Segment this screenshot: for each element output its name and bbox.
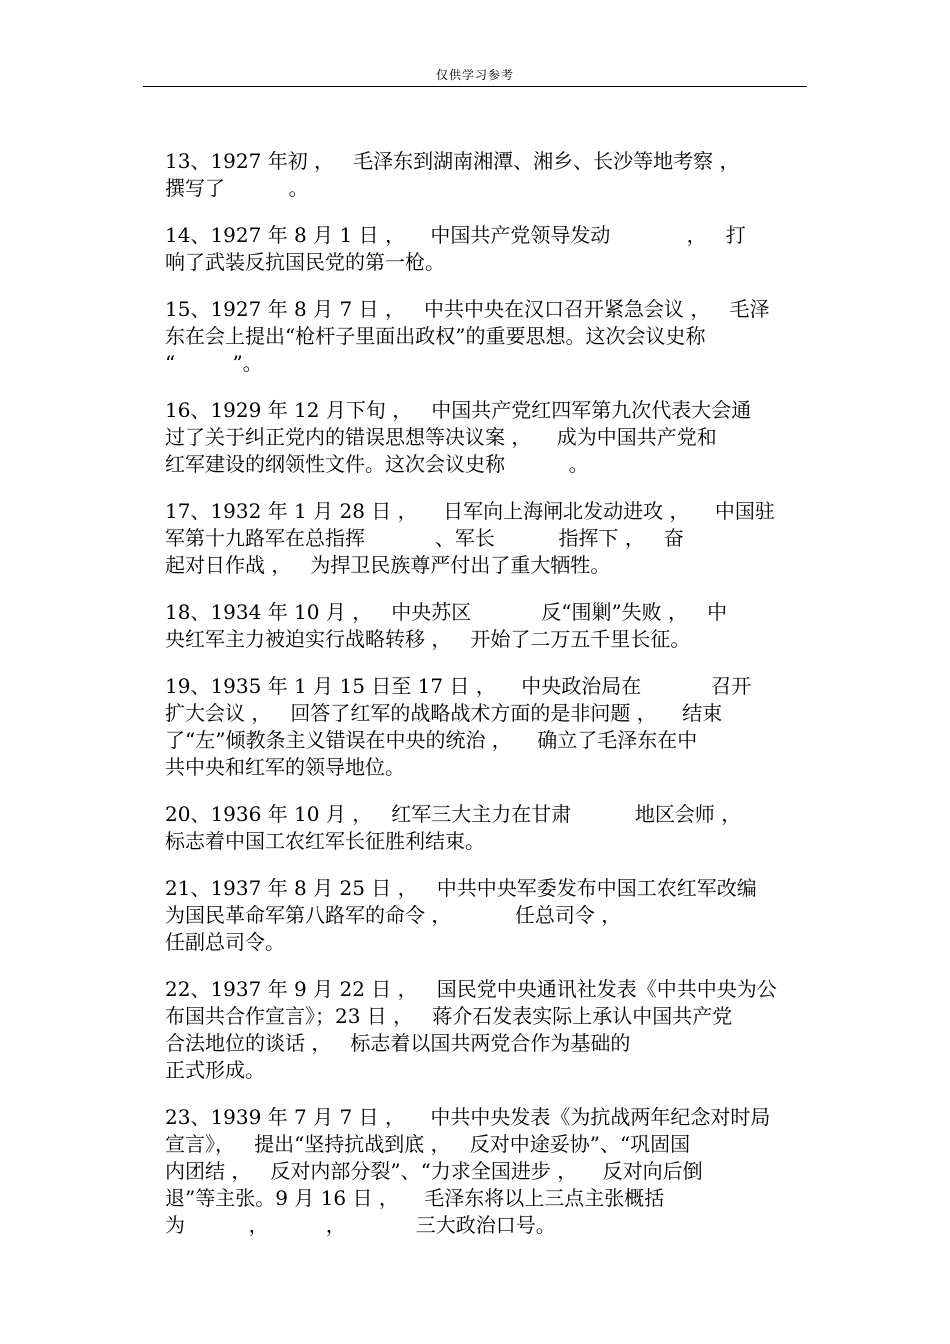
question-line: 标志着中国工农红军长征胜利结束。 xyxy=(165,829,485,853)
question-line: 15、1927 年 8 月 7 日 ， 中共中央在汉口召开紧急会议 ， 毛泽 xyxy=(165,297,770,321)
question-line: 22、1937 年 9 月 22 日 ， 国民党中央通讯社发表《中共中央为公 xyxy=(165,977,777,1001)
question-line: 合法地位的谈话 ， 标志着以国共两党合作为基础的 xyxy=(165,1031,631,1055)
question-line: 撰写了 。 xyxy=(165,176,309,200)
question-line: 13、1927 年初 ， 毛泽东到湖南湘潭、湘乡、长沙等地考察 ， xyxy=(165,149,740,173)
page-header xyxy=(143,64,807,87)
question-line: 16、1929 年 12 月下旬 ， 中国共产党红四军第九次代表大会通 xyxy=(165,398,752,422)
question-line: 央红军主力被迫实行战略转移 ， 开始了二万五千里长征。 xyxy=(165,627,691,651)
question-line: 起对日作战 ， 为捍卫民族尊严付出了重大牺牲。 xyxy=(165,553,611,577)
question-item-13 xyxy=(165,148,790,202)
question-item-15 xyxy=(165,296,790,377)
question-item-18 xyxy=(165,599,790,653)
question-line: 红军建设的纲领性文件。这次会议史称 。 xyxy=(165,452,589,476)
question-line: 为国民革命军第八路军的命令 ， 任总司令 ， xyxy=(165,903,622,927)
question-line: 宣言》， 提出“坚持抗战到底 ， 反对中途妥协”、“巩固国 xyxy=(165,1132,691,1156)
question-line: 了“左”倾教条主义错误在中央的统治 ， 确立了毛泽东在中 xyxy=(165,728,698,752)
question-line: 东在会上提出“枪杆子里面出政权”的重要思想。这次会议史称 xyxy=(165,324,706,348)
question-item-17 xyxy=(165,498,790,579)
question-line: 为 ， ， 三大政治口号。 xyxy=(165,1213,556,1237)
question-line: 布国共合作宣言》；23 日 ， 蒋介石发表实际上承认中国共产党 xyxy=(165,1004,733,1028)
question-list xyxy=(165,148,790,1259)
question-line: 内团结 ， 反对内部分裂”、“力求全国进步 ， 反对向后倒 xyxy=(165,1159,703,1183)
question-line: 过了关于纠正党内的错误思想等决议案 ， 成为中国共产党和 xyxy=(165,425,717,449)
question-line: 21、1937 年 8 月 25 日 ， 中共中央军委发布中国工农红军改编 xyxy=(165,876,757,900)
header-text: 仅供学习参考 xyxy=(435,68,514,82)
question-line: 军第十九路军在总指挥 、军长 指挥下 ， 奋 xyxy=(165,526,684,550)
question-item-16 xyxy=(165,397,790,478)
question-line: 响了武装反抗国民党的第一枪。 xyxy=(165,250,445,274)
question-line: “ ”。 xyxy=(165,351,263,375)
question-item-21 xyxy=(165,875,790,956)
question-line: 19、1935 年 1 月 15 日至 17 日 ， 中央政治局在 召开 xyxy=(165,674,752,698)
question-line: 共中央和红军的领导地位。 xyxy=(165,755,405,779)
question-item-23 xyxy=(165,1104,790,1239)
question-line: 任副总司令。 xyxy=(165,930,285,954)
question-line: 14、1927 年 8 月 1 日 ， 中国共产党领导发动 ， 打 xyxy=(165,223,746,247)
question-line: 17、1932 年 1 月 28 日 ， 日军向上海闸北发动进攻 ， 中国驻 xyxy=(165,499,775,523)
question-line: 23、1939 年 7 月 7 日 ， 中共中央发表《为抗战两年纪念对时局 xyxy=(165,1105,771,1129)
question-line: 扩大会议 ， 回答了红军的战略战术方面的是非问题 ， 结束 xyxy=(165,701,723,725)
question-line: 18、1934 年 10 月 ， 中央苏区 反“围剿”失败 ， 中 xyxy=(165,600,728,624)
question-item-14 xyxy=(165,222,790,276)
question-line: 正式形成。 xyxy=(165,1058,265,1082)
question-item-20 xyxy=(165,801,790,855)
question-item-22 xyxy=(165,976,790,1084)
question-item-19 xyxy=(165,673,790,781)
question-line: 20、1936 年 10 月 ， 红军三大主力在甘肃 地区会师 ， xyxy=(165,802,742,826)
question-line: 退”等主张。9 月 16 日 ， 毛泽东将以上三点主张概括 xyxy=(165,1186,665,1210)
